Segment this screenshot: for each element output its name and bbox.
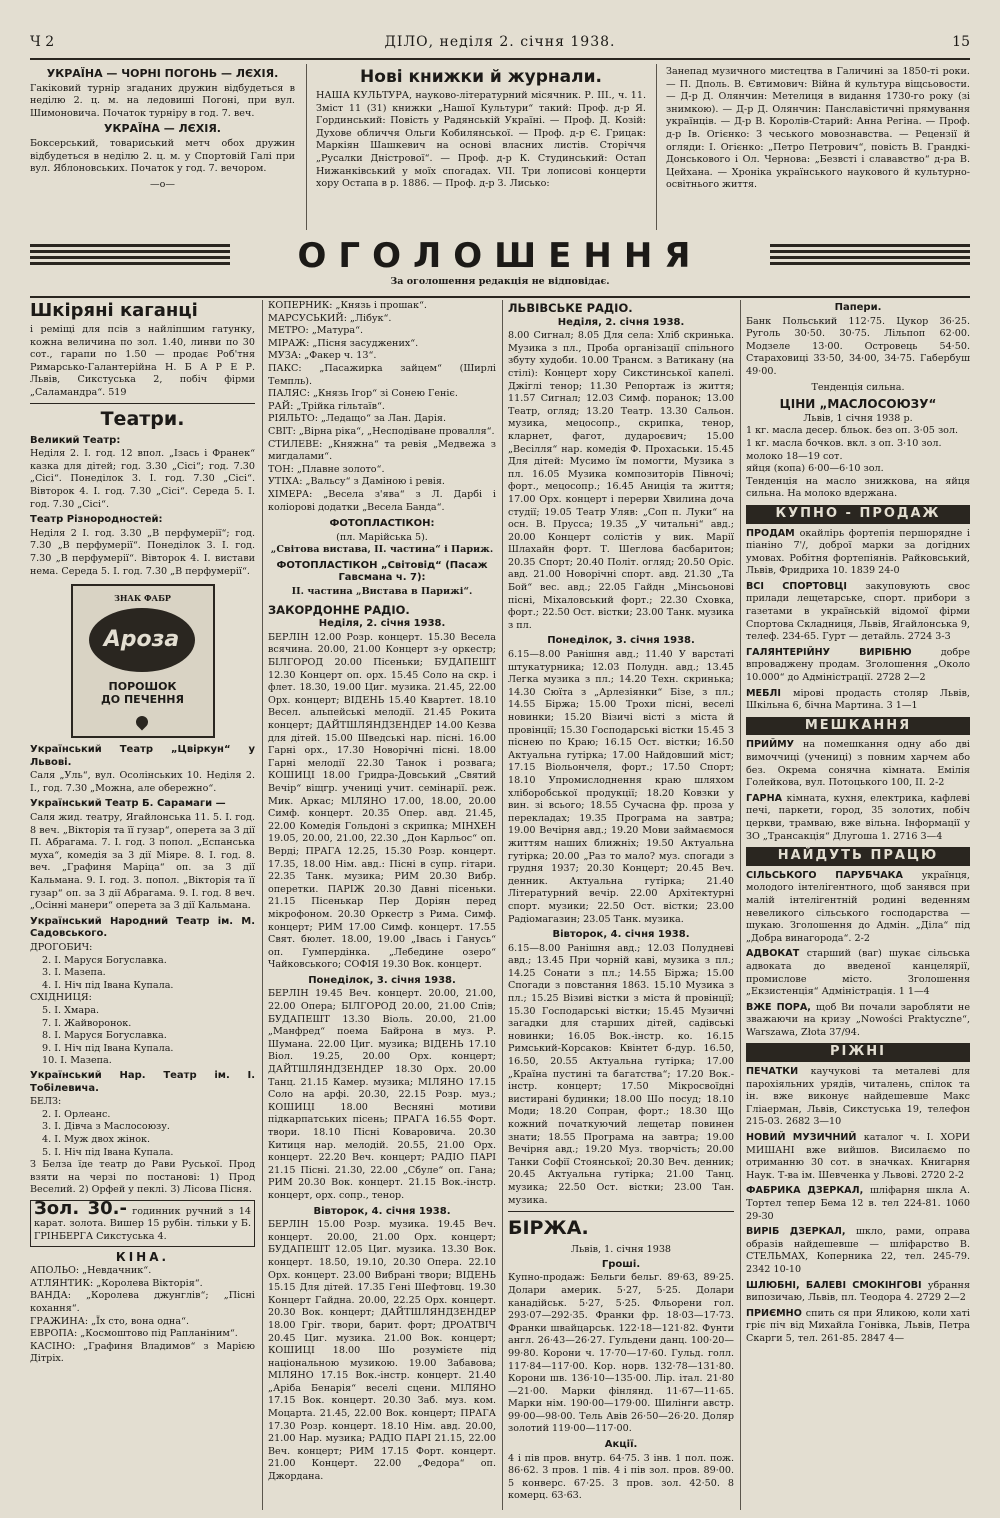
classified-ad [746, 647, 970, 685]
classified-ad [746, 581, 970, 644]
column-rule [306, 64, 307, 230]
classified-ad-keyword: ГАЛЯНТЕРІЙНУ ВИРІБНЮ [746, 646, 941, 658]
list-item: 3. І. Дівча з Маслосоюзу. [42, 1121, 170, 1133]
theatre-6-note: З Белза їде театр до Рави Руської. Прод взяти на черзі по постанові: 1) Прод Веселий. 2) Орфей у пеклі. 3) Лісова Пісня. [30, 1159, 255, 1196]
theatre-1-program: Неділя 2. І. год. 12 впол. „Ізась і Франек“ казка для дітей; год. 3.30 „Сісі“; год. 7.30 „Сісі“. Понеділок 3. І. год. 7.30 „Сісі“. Вівторок 4. І. год. 7.30 „Сісі“. Середа 5. І. год. 7.30 „Сісі“. [30, 448, 255, 510]
logo-subtitle-1: ПОРОШОК [108, 680, 177, 694]
classified-ad [746, 1002, 970, 1040]
list-item: ПАЛЯС: „Князь Ігор“ зі Сонею Геніє. [268, 388, 458, 400]
theatres-heading: Театри. [100, 407, 185, 430]
theatres-column [30, 300, 255, 1510]
prices-heading: ЦІНИ „МАСЛОСОЮЗУ“ [779, 397, 937, 412]
theatre-5-place-a: ДРОГОБИЧ: [30, 942, 93, 953]
theatre-4-program: Саля жид. театру, Ягайлонська 11. 5. І. год. 8 веч. „Вікторія та її гузар“, оперета за 3 дії П. Абрагама. 7. І. год. 3 попол. „Еспанська муха“, комедія за 3 дії Міяре. 8. І. год. 8. веч. „Графиня Маріца“ оп. за 3 дії Кальмана. 9. І. год. 3. попол. „Вікторія та її гузар“ оп. за 3 дії Абрагама. 9. І. год. 8 веч. „Осінні манери“ оперета за 3 дії Кальмана. [30, 812, 255, 912]
theatre-3-program: Саля „Уль“, вул. Осолінських 10. Неділя 2. І., год. 7.30 „Можна, але обережно“. [30, 770, 255, 794]
cinemas-list [30, 1265, 255, 1366]
theatre-3-name: Український Театр „Цвіркун“ у Львові. [30, 744, 255, 768]
list-item: 1 кг. масла десер. бльок. без оп. 3·05 зол. [746, 425, 959, 437]
theatre-5-name: Український Народний Театр ім. М. Садовського. [30, 915, 255, 940]
securities-rates: Банк Польський 112·75. Цукор 36·25. Руголь 30·50. 30·75. Лільпоп 62·00. Модзеле 13·00. Островець 54·50. Стараховиці 33·50, 34·00, 34·75. Габербуш 49·00. [746, 315, 970, 377]
page-number: 15 [952, 34, 970, 50]
list-item: МЕТРО: „Матура“. [268, 325, 364, 337]
logo-brand: ЗНАК ФАБР [114, 593, 171, 604]
photoplasticon-2-show: II. частина „Вистава в Парижі“. [291, 586, 473, 598]
column-rule [656, 64, 657, 230]
logo-subtitle-2: ДО ПЕЧЕННЯ [101, 693, 184, 707]
photoplasticon-1-heading: ФОТОПЛАСТІКОН: [329, 518, 435, 530]
header-center: ДІЛО, неділя 2. січня 1938. [384, 34, 616, 50]
exchange-date: Львів, 1. січня 1938 [570, 1244, 672, 1256]
list-item: МУЗА: „Факер ч. 13“. [268, 350, 377, 362]
classified-ad [746, 1280, 970, 1305]
list-item: СТИЛЕВЕ: „Княжна“ та ревія „Медвежа з мигдалами“. [268, 438, 496, 463]
housing-heading: МЕШКАННЯ [746, 717, 970, 736]
theatre-1-name: Великий Театр: [30, 434, 121, 446]
classified-ad-text: шкло, рами, оправа образів найдешевше — шліфарство В. СТЕЛЬМАХ, Коперника 22, тел. 245-79. 2342 10-10 [746, 1226, 970, 1275]
drop-icon [133, 714, 150, 731]
list-item: 2. І. Орлеанс. [42, 1108, 111, 1120]
classified-ad-keyword: ШЛЮБНІ, БАЛЕВІ СМОКІНГОВІ [746, 1279, 928, 1291]
page-header [30, 34, 970, 56]
column-rule [262, 300, 263, 1510]
list-item: МІРАЖ: „Пісня засуджених“. [268, 337, 419, 349]
securities-trend: Тенденція сильна. [811, 381, 905, 393]
banner-stripes-right [770, 244, 970, 268]
foreign-radio-day-1: Неділя, 2. січня 1938. [318, 618, 446, 630]
books-continued-text: Занепад музичного мистецтва в Галичині за 1850-ті роки. — П. Дполь. В. Євтимович: Війна й культура віщсьовости. — Д-р Д. Олянчин: Метелиця в видання 1730-го року (зі знимкою). — Д-р Д. Олянчин: Панславістичні прямування українців. — Д-р В. Королів-Старий: Анна Регіна. — Проф. д-р Ів. Огієнко: З чеського мовознавства. — Рецензії й огляди: І. Огієнко: „Петро Петрович“, повість В. Грандкі-Донськового і Ол. Чернова: „Безвсті і слававство“ д-ра В. Цейхана. — Хроніка українського наукового й культурно-освітнього життя. [666, 66, 970, 191]
sports-text-1: Гакіковий турнір згаданих дружин відбудеться в неділю 2. ц. м. на ледовиші Погоні, при вул. Шимоновича. Початок турніру в год. 7. веч. [30, 82, 295, 119]
list-item: ТОН: „Плавне золото“. [268, 463, 385, 475]
list-item: 7. І. Жайворонок. [42, 1017, 132, 1029]
list-item: 3. І. Мазепа. [42, 967, 106, 979]
list-item: РАЙ: „Трійка гільтаїв“. [268, 400, 385, 412]
foreign-radio-day-3: Вівторок, 4. січня 1938. [313, 1205, 451, 1217]
lviv-radio-day-3: Вівторок, 4. січня 1938. [552, 929, 690, 941]
lviv-radio-program-3: 6.15—8.00 Ранішня авд.; 12.03 Полудневі авд.; 13.45 При чорній каві, музика з пл.; 14.25 Сонати з пл.; 14.55 Біржа; 15.00 Спогади з повстання 1863. 15.10 Музика з пл.; 15.25 Візиві вістки з міста й провінції; 15.30 Господарські вістки; 15.45 Музичні загадки для старших дітей, садівські новинки; 16.05 Вок.-інстр. ко. 16.15 Римський-Корсаков: Квінтет б-дур. 16.50, 16.50, 20.55 Актуальна гутірка; 17.00 „Країна пустині та багатства“; 17.20 Вок.-інстр. концерт; 17.50 Мікросвоїдні вистирані будинки; 18.00 Шо посуд; 18.10 Моди; 18.20 Сопран, форт.; 18.30 Що кожний початкуючий лещетар повинен знати; 18.55 Програма на завтра; 19.00 Вечірня авд.; 19.20 Муз. творчість; 20.00 Танки Софії Стоянської; 20.30 Веч. денник; 20.45 Актуальна гутірка; 21.00 Танц. музика; 22.50 Ост. вістки; 23.00 Тан. музика. [508, 942, 734, 1206]
theatre-5-items-a [30, 955, 255, 993]
column-rule [502, 300, 503, 1510]
sports-column [30, 66, 295, 226]
theatre-6-items [30, 1109, 255, 1159]
classified-ad [746, 1066, 970, 1129]
classified-ad-keyword: ВИРІБ ДЗЕРКАЛ, [746, 1226, 856, 1238]
books-text: НАША КУЛЬТУРА, науково-літературний місячник. Р. III., ч. 11. Зміст 11 (31) книжки „Нашої Культури“ такий: Проф. д-р Я. Гординський: Повість у Радянській Україні. — Проф. Д. Козій: Духове обличчя Ольги Кобилянської. — Проф. д-р Є. Грицак: Маркіян Шашкевич на основі власних листів. Сторіччя „Русалки Дністрової“. — Проф. д-р К. Студинський: Остап Нижанківський у моїх спогадах. VII. Три лописові концерти хору Остапа в р. 1886. — Проф. д-р З. Лиськo: [316, 90, 646, 190]
shares-rates: 4 і пів пров. внутр. 64·75. 3 інв. 1 пол. пож. 86·62. 3 пров. 1 пів. 4 і пів зол. пров. 89·00. 5 конверс. 67·25. 3 пров. зол. 42·50. 8 комерц. 63·63. [508, 1452, 734, 1502]
watch-ad [30, 1197, 255, 1247]
list-item: КАСІНО: „Графиня Владимов“ з Марією Дітріх. [30, 1340, 255, 1365]
list-item: КОПЕРНИК: „Князь і прошак“. [268, 300, 427, 311]
classified-ad-text: закуповують свос прилади лещетарське, спорт. прибори з газетами в українській відомої фірми Спортова Складниця, Львів, Ягайлонська 9, телеф. 234-65. Гурт — детайль. 2724 3-3 [746, 580, 970, 643]
list-item: 2. І. Маруся Богуславка. [42, 954, 167, 966]
classified-ad-keyword: ВСІ СПОРТОВЦІ [746, 580, 866, 592]
prices-list [746, 425, 970, 475]
classified-ad-keyword: НОВИЙ МУЗИЧНИЙ [746, 1132, 864, 1144]
lviv-radio-day-1: Неділя, 2. січня 1938. [557, 316, 685, 328]
classified-ad [746, 1185, 970, 1223]
classified-ad-keyword: МЕБЛІ [746, 687, 794, 699]
lviv-radio-program-1: 8.00 Сигнал; 8.05 Для села: Хліб скринька. Музика з пл., Проба організації спільного збуту худоби. 10.00 Трансм. з Ватикану (на стілі): Концерт хору Сикстинської капелі. Джіглі тенор; 11.30 Репортаж із життя; 11.57 Сигнал; 12.03 Симф. поранок; 13.00 Театр, огляд; 13.20 Театр. 13.30 Сальон. музика, мецосопр., скрипка, тенор, кларнет, фагот, дудароєвич; 15.00 „Весілля“ нар. комедія Ф. Прохаськи. 15.45 Для дітей: Мусимо їм помогти, Музика з пл. 16.05 Музика композиторів Півночі; форт., мецосопр.; 16.45 Аниція та життя; 17.00 Орх. концерт і перерви Хвилина доча студії; 19.05 Театр Уляв: „Соп п. Луки“ на осн. В. Прусса; 19.35 „У читальні“ авд.; 20.00 Концерт солістів у вик. Марії Шлахайн форт. Т. Шеглова басбаритон; 20.35 Спорт; 20.40 Політ. огляд; 20.50 Оріс. авд. 21.00 Новорічні спорт. авд. 21.30 „Та Бой“ вес. авд.; 22.05 Гайдн „Мінсьонові пісні, Міхаловський форт.; 22.30 Сховка, форт.; 22.50 Ост. вістки; 23.00 Танк. музика з пл. [508, 330, 734, 631]
theatre-2-program: Неділя 2 І. год. 3.30 „В перфумерії“; год. 7.30 „В перфумерії“. Понеділок 3. І. год. 7.30 „В перфумерії“. Вівторок 4. І. вистави нема. Середа 5. І. год. 7.30 „В перфумерії“. [30, 527, 255, 577]
classified-ad [746, 793, 970, 843]
classified-ad-text: кімната, кухня, електрика, кафлеві печі, паркети, город, 35 золотих, побіч церкви, трамваю, вже вільна. Інформації у ЗО „Трансакція“ Длугоша 1. 2716 3—4 [746, 792, 970, 842]
list-item: 1 кг. масла бочков. вкл. з оп. 3·10 зол. [746, 437, 942, 449]
watch-ad-price: Зол. 30.- [34, 1197, 127, 1219]
baking-powder-ad [71, 584, 215, 738]
list-item: ХІМЕРА: „Весела з'ява“ з Л. Дарбі і коліорові додатки „Весела Банда“. [268, 488, 496, 513]
classifieds-column [746, 300, 970, 1510]
ads-banner [30, 236, 970, 296]
sports-heading-1: УКРАЇНА — ЧОРНІ ПОГОНЬ — ЛЄХІЯ. [46, 67, 279, 80]
classified-ad-text: старший (ваг) шукає сільська адвоката до введеної канцелярії, промислове місто. Зголошення „Екзистенція“ Адміністрація. 1 1—4 [746, 948, 970, 998]
currency-rates: Купно-продаж: Бельги бельг. 89·63, 89·25. Долари америк. 5·27, 5·25. Долари канадійськ. 5·27, 5·25. Фльорени гол. 293·07—292·35. Франки фр. 18·03—17·73. Франки швайцарськ. 122·18—121·82. Фунти англ. 26·43—26·27. Гульдени данц. 100·20—99·80. Корони ч. 17·70—17·60. Гульд. голл. 117·84—117·00. Кор. норв. 132·78—131·80. Корони шв. 136·10—135·00. Лір. італ. 21·80—21·00. Марки фінлянд. 11·67—11·65. Марки нім. 190·00—179·00. Шилінги австр. 99·00—98·00. Тель Авів 26·50—26·20. Доляр золотий 119·00—117·00. [508, 1272, 734, 1435]
watch-ad-text: годинник ручний з 14 карат. золота. Вишер 15 рубін. тільки у Б. ГРІНБЕРГА Сикстуська 4. [34, 1205, 251, 1243]
foreign-radio-program-2: БЕРЛІН 19.45 Веч. концерт. 20.00, 21.00, 22.00 Опера; БІЛГОРОД 20.00, 21.00 Спів; БУДАПЕШТ 13.30 Віоль. 20.00, 21.00 „Манфред“ поема Байрона в муз. Р. Шумана. 22.00 Циг. музика; ВІДЕНЬ 17.10 Віол. 19.25, 20.00 Орх. концерт; ДАЙТШЛЯНДЗЕНДЕР 18.30 Орх. 20.00 Танц. 21.15 Камер. музика; МІЛЯНО 17.15 Соло на арфі. 20.30, 22.15 Розр. муз.; КОШИЦІ 18.00 Весняні мотиви підкарпатських пісень; ПРАГА 16.55 Форт. твори. 18.10 Пісні Коваровича. 20.30 Китиця нар. мелодій. 20.55, 21.00 Орх. концерт. 22.20 Веч. концерт; РАДІО ПАРІ 21.15 Пісні. 21.30, 22.00 „Сбуле“ оп. Гана; РИМ 20.30 Вок. концерт. 21.15 Вок.-інстр. концерт, орх. сопр., тенор. [268, 988, 496, 1201]
list-item: СВІТ: „Вірна ріка“, „Несподіване провалля“. [268, 425, 495, 437]
leather-ad-title: Шкіряні каганці [30, 300, 198, 321]
classified-ad [746, 739, 970, 789]
classified-ad-keyword: ПРИЄМНО [746, 1307, 806, 1319]
classified-ad [746, 1308, 970, 1346]
list-item: ВАНДА: „Королева джунглів“; „Пісні кохання“. [30, 1290, 255, 1315]
classified-ad [746, 1132, 970, 1182]
exchange-heading: БІРЖА. [508, 1217, 589, 1240]
list-item: ГРАЖИНА: „Їх сто, вона одна“. [30, 1315, 189, 1327]
list-item: 9. І. Ніч під Івана Купала. [42, 1042, 174, 1054]
classified-ad-text: спить ся при Яликою, коли хаті гріє піч від Михайла Гонівка, Львів, Петра Скарги 5, тел. 261-85. 2847 4— [746, 1307, 970, 1344]
list-item: 4. І. Ніч під Івана Купала. [42, 979, 174, 991]
jobs-ads [746, 870, 970, 1040]
misc-heading: РІЖНІ [746, 1043, 970, 1062]
logo-subtitle [73, 680, 213, 706]
classified-ad-text: добре впроваджену продам. Зголошення „Около 10.000“ до Адміністрації. 2728 2—2 [746, 646, 970, 684]
shares-heading: Акції. [604, 1439, 638, 1451]
classified-ad [746, 688, 970, 713]
classified-ad-text: мірові продасть столяр Львів, Шкільна 6, бічна Мартина. 3 1—1 [746, 687, 970, 712]
banner-note: За оголошення редакція не відповідає. [390, 276, 610, 287]
foreign-radio-heading: ЗАКОРДОННЕ РАДІО. [268, 602, 410, 617]
lviv-radio-column [508, 300, 734, 1510]
foreign-radio-day-2: Понеділок, 3. січня 1938. [308, 974, 456, 986]
classified-ad-keyword: ПРОДАМ [746, 527, 800, 539]
foreign-radio-program-3: БЕРЛІН 15.00 Розр. музика. 19.45 Веч. концерт. 20.00, 21.00 Орх. концерт; БУДАПЕШТ 12.05 Циг. музика. 13.30 Вок. концерт. 18.50, 19.10, 20.30 Опера. 22.10 Орх. концерт. 23.00 Вибрані твори; ВІДЕНЬ 15.15 Для дітей. 17.35 Гені Шефтовц. 19.30 Концерт Гайдна. 20.00, 22.25 Орх. концерт. 20.30 Вок. концерт; ДАЙТШЛЯНДЗЕНДЕР 18.00 Гріг. твори, барит. форт; ДРОАТВІЧ 20.45 Циг. музика. 21.00 Вок. концерт; КОШИЦІ 18.00 Шо розумієте під національною музикою. 19.00 Забавова; МІЛЯНО 17.15 Вок.-інстр. концерт. 21.40 „Аріба Бенарія“ веселі сцени. МІЛЯНО 17.15 Вок. концерт. 20.30 Заб. муз. ком. Моцарта. 21.45, 22.00 Вок. концерт; ПРАГА 17.30 Розр. концерт. 18.10 Нім. авд. 20.00, 21.00 Нар. музика; РАДІО ПАРІ 21.15, 22.00 Веч. концерт; РИМ 17.15 Форт. концерт. 21.00 Концерт. 22.00 „Федора“ оп. Джордана. [268, 1219, 496, 1483]
divider [508, 1211, 734, 1212]
classified-ad-keyword: ФАБРИКА ДЗЕРКАЛ, [746, 1185, 871, 1197]
books-continued-column [666, 66, 970, 230]
banner-rule [30, 296, 970, 298]
prices-trend: Тенденція на масло знижкова, на яйця сильна. На молоко вдержана. [746, 475, 970, 500]
cinemas-list-continued [268, 300, 496, 514]
classified-ad [746, 528, 970, 578]
list-item: 5. І. Хмара. [42, 1004, 100, 1016]
divider [30, 403, 255, 404]
banner-title: ОГОЛОШЕННЯ [297, 236, 703, 276]
list-item: 4. І. Муж двох жінок. [42, 1133, 151, 1145]
list-item: ПАКС: „Пасажирка зайцем“ (Ширлі Темпль). [268, 362, 496, 387]
jobs-heading: НАЙДУТЬ ПРАЦЮ [746, 847, 970, 866]
list-item: 5. І. Ніч під Івана Купала. [42, 1146, 174, 1158]
books-column [316, 66, 646, 230]
lviv-radio-day-2: Понеділок, 3. січня 1938. [547, 635, 695, 647]
classified-ad-keyword: СІЛЬСЬКОГО ПАРУБЧАКА [746, 869, 922, 881]
classified-ad-text: каталог ч. І. ХОРИ МИШАНІ вже вийшов. Висилаємо по отриманню 30 сот. в значках. Книгарня Наук. Т-ва ім. Шевченка у Львові. 2720 2-2 [746, 1132, 970, 1181]
classified-ad [746, 870, 970, 946]
classified-ad-text: каучукові та металеві для парохіяльних урядів, читалень, спілок та ін. вже виконує найдешевше Макс Гліаерман, Львів, Сикстуська 19, телефон 215-03. 2682 3—10 [746, 1066, 970, 1128]
sports-text-2: Боксерський, товариський метч обох дружин відбудеться в неділю 2. ц. м. у Спортовій Галі при вул. Яблоновських. Початок у год. 7. вечором. [30, 137, 295, 175]
currency-heading: Гроші. [601, 1258, 641, 1270]
list-item: УТІХА: „Вальсу“ з Даміною і ревія. [268, 476, 445, 488]
banner-stripes-left [30, 244, 230, 268]
housing-ads [746, 739, 970, 843]
buy-sell-ads [746, 528, 970, 713]
list-item: АТЛЯНТИК: „Королева Вікторія“. [30, 1277, 203, 1289]
books-heading: Нові книжки й журнали. [360, 67, 602, 87]
classified-ad-keyword: АДВОКАТ [746, 948, 807, 960]
classified-ad-text: окайлірь фортепія першорядне і піаніно 7'/, доброї марки за догідних умовах. Робітня фортепіянів. Райковський, Львів, Фридриха 10. 1839 24-0 [746, 527, 970, 577]
classified-ad-keyword: ГАРНА [746, 792, 787, 804]
photoplasticon-2-heading: ФОТОПЛАСТІКОН „Світовід“ (Пасаж Гавсмана ч. 7): [276, 559, 488, 584]
classified-ad [746, 948, 970, 998]
theatre-5-items-b [30, 1005, 255, 1068]
cinemas-heading: КІНА. [115, 1249, 170, 1264]
sports-heading-2: УКРАЇНА — ЛЄХІЯ. [104, 122, 221, 136]
misc-ads [746, 1066, 970, 1345]
classified-ad-text: щоб Ви почали заробляти не зважаючи на кризу „Nowości Praktyczne“, Warszawa, Złota 37/94. [746, 1001, 970, 1038]
classified-ad-keyword: ПРИЙМУ [746, 739, 804, 751]
list-item: МАРСУСЬКИЙ: „Лібук“. [268, 312, 392, 324]
header-rule [30, 58, 970, 60]
leather-ad-text: і реміщі для псів з найліпшим гатунку, кожна величина по зол. 1.40, линви по 30 сот., гарапи по 1.50 — продає Роб'тня Римарсько-Галантерійна Н. Б А Р Е Р. Львів, Сикстуська 2, побіч фірми „Саламандра“. 519 [30, 324, 255, 398]
header-left: Ч 2 [30, 34, 55, 50]
theatre-4-name: Український Театр Б. Сарамаги — [30, 798, 226, 810]
list-item: АПОЛЬО: „Невдачник“. [30, 1265, 152, 1277]
classified-ad [746, 1226, 970, 1276]
list-item: молоко 18—19 сот. [746, 450, 843, 462]
theatre-6-name: Український Нар. Театр ім. І. Тобілевича. [30, 1069, 255, 1094]
classified-ad-text: українця, молодого інтелігентного, щоб занявся при малій інтелігентній родині веденням невеликого сільського господарства — шукаю. Зголошення до Адмін. „Діла“ під „Добра винагорода“. 2-2 [746, 869, 970, 944]
theatre-5-place-b: СХІДНИЦЯ: [30, 992, 92, 1004]
list-item: 8. І. Маруся Богуславка. [42, 1030, 167, 1042]
foreign-radio-program-1: БЕРЛІН 12.00 Розр. концерт. 15.30 Весела всячина. 20.00, 21.00 Концерт з-у оркестр; БІЛГОРОД 20.00 Пісеньки; БУДАПЕШТ 12.30 Концерт оп. орх. 15.45 Соло на скр. і флет. 18.30, 19.00 Циг. музика. 21.45, 22.00 Орх. концерт; ВІДЕНЬ 15.40 Квартет. 18.10 Весел. альпейські мелодії. 21.45 Рокита концерт; ДАЙТШЛЯНДЗЕНДЕР 14.00 Кезва для дітей. 15.00 Шведські нар. пісні. 16.00 Гарні орх., 17.30 Новорічні пісні. 18.00 Гарні мелодії 22.30 Танок і розвага; КОШИЦІ 18.00 Гридра-Довський „Святий Вечір“ віщгр. учениці учит. семінарії. реж. Мик. Аркас; МІЛЯНО 17.00, 18.00, 20.00 Симф. концерт. 20.35 Опер. авд. 21.45, 22.00 Комедія Гольдоні з скрипка; МІНХЕН 19.05, 20.00, 21.00, 22.30 „Дон Карльос“ оп. Верді; ПРАГА 12.25, 15.30 Розр. концерт. 17.35, 18.00 Нім. авд.: Пісні в супр. гітари. 22.35 Танк. музика; РИМ 20.30 Вибр. оперетки. ПАРІЖ 20.30 Давні пісеньки. 21.15 Пісенькар Пер Доріян перед мікрофоном. 20.30 Оркестр з Рима. Симф. концерт; РИМ 17.00 Симф. концерт. 17.55 Свят. бюлет. 18.00, 19.00 „Івась і Ганусь“ оп. Гумпердінка. „Лебедине озеро“ Чайковського; СОФІЯ 19.30 Вок. концерт. [268, 631, 496, 971]
securities-heading: Папери. [834, 302, 882, 313]
classified-ad-keyword: ПЕЧАТКИ [746, 1066, 811, 1078]
buy-sell-heading: КУПНО - ПРОДАЖ [746, 505, 970, 524]
theatre-2-name: Театр Різнородностей: [30, 514, 163, 526]
list-item: РІЯЛЬТО: „Ледащо“ за Лан. Дарія. [268, 413, 446, 425]
list-item: яйця (копа) 6·00—6·10 зол. [746, 463, 884, 475]
lviv-radio-heading: ЛЬВІВСЬКЕ РАДІО. [508, 301, 633, 315]
classified-ad-text: на помешкання одну або дві вимоччиці (учениці) з повним харчем або без. Окрема сонячна кімната. Емілія Голейкова, вул. Потоцького 100, II. 2-2 [746, 739, 970, 789]
classified-ad-text: шліфарня шкла А. Тортел тепер Бема 12 в. тел 224-81. 1060 29-30 [746, 1185, 970, 1222]
theatre-6-place: БЕЛЗ: [30, 1096, 62, 1108]
foreign-radio-column [268, 300, 496, 1510]
column-rule [740, 300, 741, 1510]
ornament: —o— [150, 178, 175, 190]
classified-ad-keyword: ВЖЕ ПОРА, [746, 1001, 816, 1013]
photoplasticon-1-show: „Світова вистава, ІІ. частина“ і Париж. [270, 544, 494, 556]
list-item: ЕВРОПА: „Космоштово під Рапланіним“. [30, 1328, 238, 1340]
photoplasticon-1-address: (пл. Марійська 5). [336, 531, 428, 543]
prices-date: Львів, 1 січня 1938 р. [803, 412, 913, 424]
logo-name: Ароза [89, 608, 195, 672]
lviv-radio-program-2: 6.15—8.00 Ранішня авд.; 11.40 У варстаті штукатурника; 12.03 Полудн. авд.; 13.45 Легка музика з пл.; 14.20 Техн. скринька; 14.30 Сюїта з „Арлезіянки“ Бізе, з пл.; 14.55 Біржа; 15.00 Трохи пісні, веселі новинки; 15.20 Візичі вісті з міста й провінції; 15.30 Господарські вістки 15.45 З піснею по Краю; 16.15 Ост. вістки; 16.50 Актуальна гутірка; 17.00 Найдовший міст; 17.15 Віольончеля, форт.; 17.50 Спорт; 18.10 Упромислоднення краю шляхом хліборобської продукції; 18.20 Ковзки у вин. зі всього; 18.55 Сучасна фр. проза у перекладах; 19.35 Програма на завтра; 19.00 Вечірня авд.; 19.20 Мови займаємося життям наших ближніх; 19.50 Актуальна гутірка; 20.00 „Раз то мало? муз. спогади з грудня 1937; 20.30 Концерт; 20.45 Веч. денник. Актуальна гутірка; 21.40 Літературний вечір. 22.00 Архітектурні спорт. музики; 22.50 Ост. вістки; 23.00 Радіомагазин; 23.05 Танк. музика. [508, 649, 734, 925]
classified-ad-text: убрання випозичаю, Львів, пл. Теодора 4. 2729 2—2 [746, 1279, 970, 1304]
list-item: 10. І. Мазепа. [42, 1055, 112, 1067]
